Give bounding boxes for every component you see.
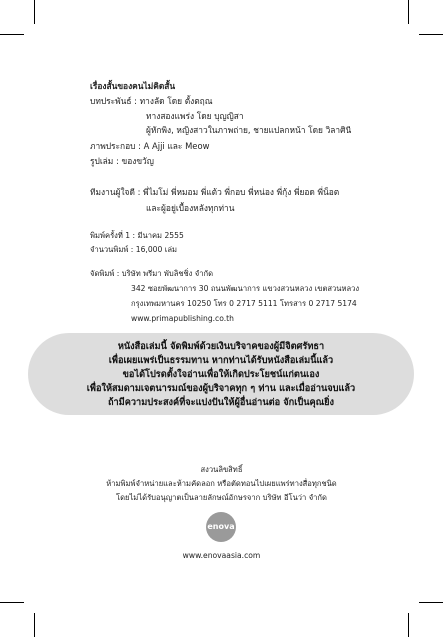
illustration-credit: ภาพประกอบ : A Ajji และ Meow — [90, 141, 210, 151]
banner-line: หนังสือเล่มนี้ จัดพิมพ์ด้วยเงินบริจาคของผู้มีจิตศรัทธา — [117, 341, 325, 352]
banner-line: ขอได้โปรดตั้งใจอ่านเพื่อให้เกิดประโยชน์แก่ตนเอง — [122, 369, 320, 380]
footer-website: www.enovaasia.com — [182, 551, 261, 560]
address-line: 342 ซอยพัฒนาการ 30 ถนนพัฒนาการ แขวงสวนหลวง เขตสวนหลวง — [131, 284, 360, 293]
print-date: พิมพ์ครั้งที่ 1 : มีนาคม 2555 — [90, 231, 184, 240]
logo-text: enova — [207, 522, 235, 531]
banner-line: เพื่อให้สมดามเจตนารมณ์ของผู้บริจาคทุก ๆ ท่าน และเมื่ออ่านจบแล้ว — [86, 383, 356, 394]
book-title: เรื่องสั้นของคนไม่คิดสั้น — [90, 81, 176, 91]
print-count: จำนวนพิมพ์ : 16,000 เล่ม — [90, 245, 178, 254]
crop-mark — [34, 0, 35, 24]
enova-logo — [206, 512, 236, 542]
authors-line: ผู้หักพิง, หญิงสาวในภาพถ่าย, ชายแปลกหน้า โดย วิลาศินี — [146, 125, 352, 135]
authors-line: ทางสองแพร่ง โดย บุญญิสา — [146, 111, 244, 121]
crop-mark — [34, 613, 35, 637]
address-line: กรุงเทพมหานคร 10250 โทร 0 2717 5111 โทรสาร 0 2717 5174 — [131, 299, 357, 308]
crop-mark — [408, 613, 409, 637]
banner-line: ถ้ามีความประสงค์ที่จะแบ่งปันให้ผู้อื่นอ่านต่อ จักเป็นคุณยิ่ง — [107, 397, 335, 408]
crop-mark — [0, 602, 24, 603]
publisher-line: จัดพิมพ์ : บริษัท พรีมา พับลิชชิ่ง จำกัด — [90, 269, 214, 278]
donation-banner — [28, 333, 414, 415]
team-line: และผู้อยู่เบื้องหลังทุกท่าน — [146, 203, 235, 213]
crop-mark — [419, 602, 443, 603]
publisher-website: www.primapublishing.co.th — [131, 314, 234, 323]
authors-line: บทประพันธ์ : ทางลัด โดย ตั้งตฤณ — [90, 96, 213, 106]
crop-mark — [419, 34, 443, 35]
copyright-heading: สงวนลิขสิทธิ์ — [200, 465, 243, 474]
cover-credit: รูปเล่ม : ของขวัญ — [90, 156, 154, 166]
crop-mark — [0, 34, 24, 35]
banner-line: เพื่อเผยแพร่เป็นธรรมทาน หากท่านได้รับหนังสือเล่มนี้แล้ว — [108, 355, 334, 366]
team-line: ทีมงานผู้ใจดี : พี่ไมโม่ พี่หมอม พี่แต้ว พี่กอบ พี่หน่อง พี่กุ้ง พี่ยอด พี่น็อต — [90, 187, 340, 197]
copyright-line: ห้ามพิมพ์จำหน่ายและห้ามคัดลอก หรือตัดทอนไปเผยแพร่ทางสื่อทุกชนิด — [106, 479, 337, 488]
crop-mark — [408, 0, 409, 24]
copyright-line: โดยไม่ได้รับอนุญาตเป็นลายลักษณ์อักษรจาก บริษัท อีโนว่า จำกัด — [116, 493, 327, 502]
